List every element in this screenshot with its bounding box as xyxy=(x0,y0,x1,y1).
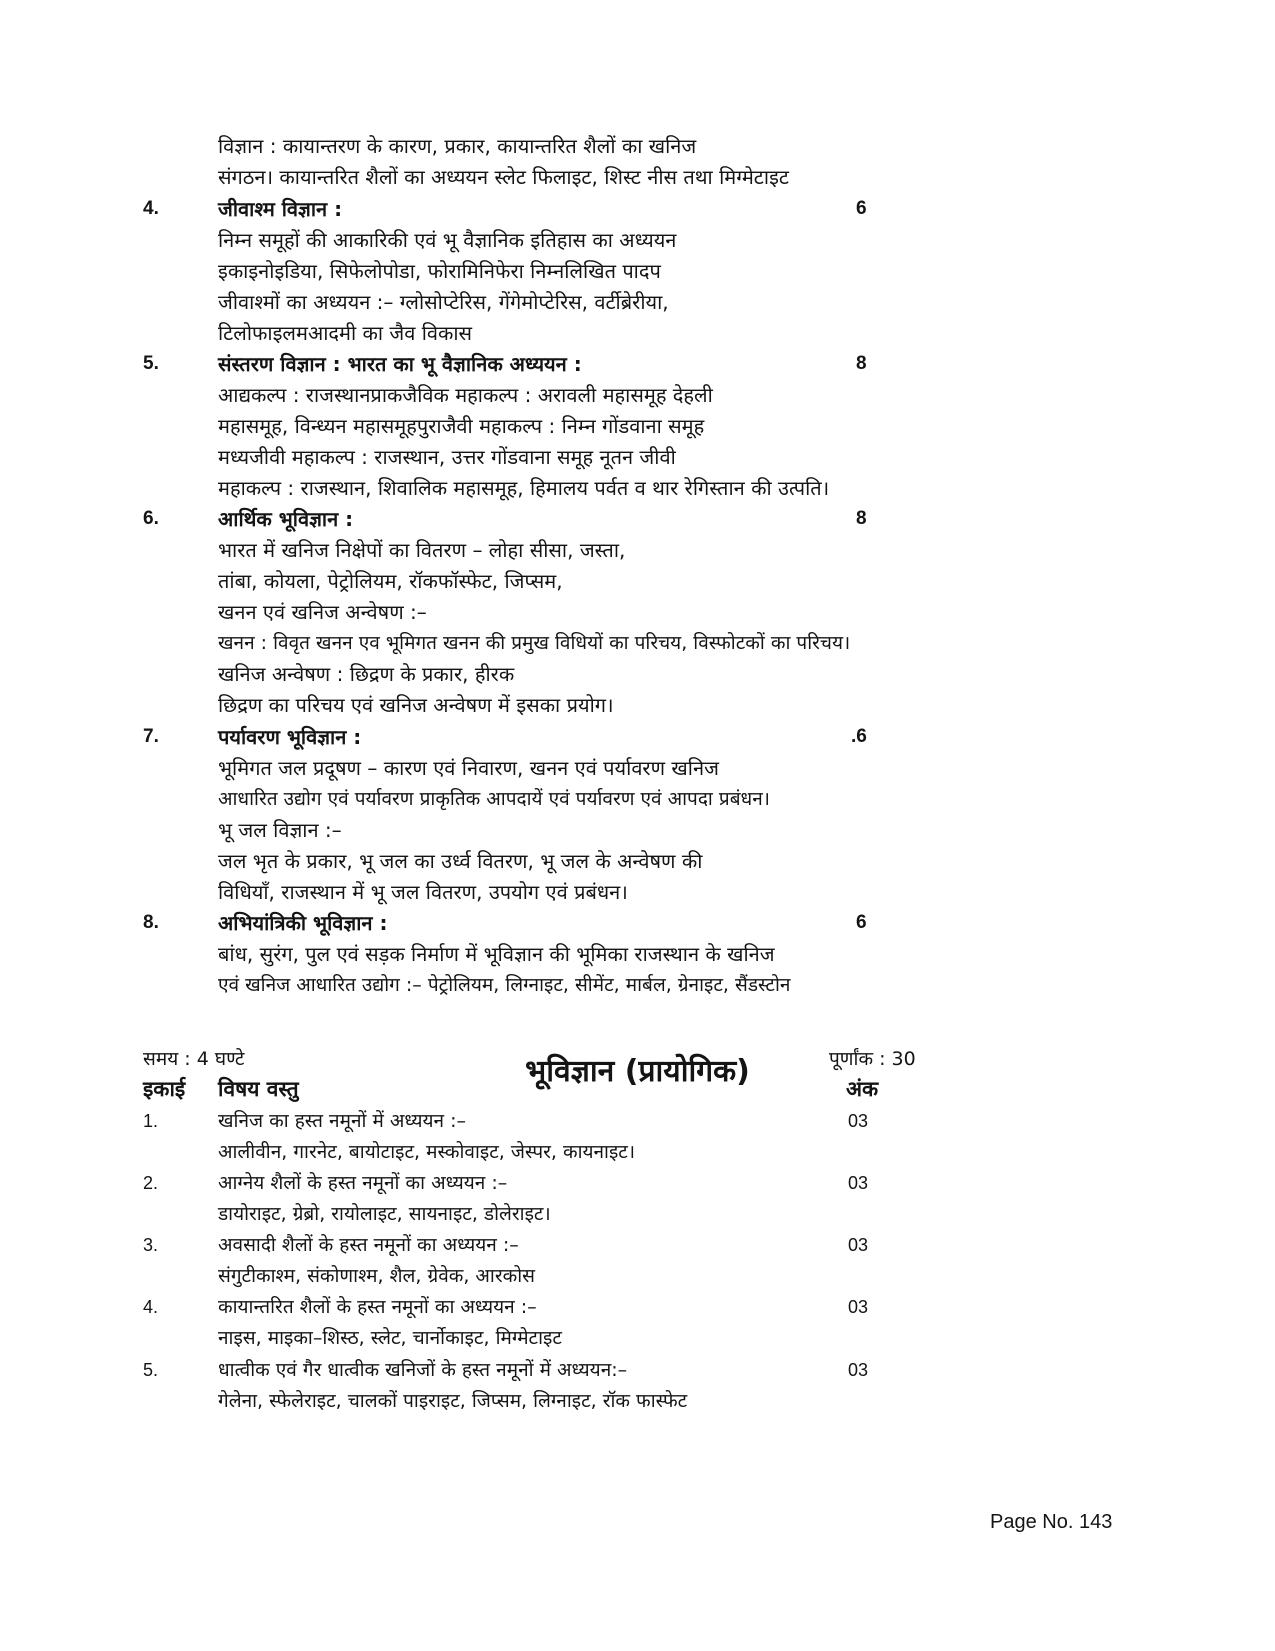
practical-row-title: कायान्तरित शैलों के हस्त नमूनों का अध्ययन :– xyxy=(218,1296,537,1318)
max-marks: पूर्णांक : 30 xyxy=(829,1048,916,1070)
practical-row-number: 3. xyxy=(143,1235,159,1255)
unit-number: 4. xyxy=(143,198,159,219)
unit-marks: .6 xyxy=(851,726,867,747)
unit-line: छिद्रण का परिचय एवं खनिज अन्वेषण में इसका प्रयोग। xyxy=(218,693,614,717)
practical-row-detail: आलीवीन, गारनेट, बायोटाइट, मस्कोवाइट, जेस्पर, कायनाइट। xyxy=(218,1141,636,1163)
unit-line: जल भृत के प्रकार, भू जल का उर्ध्व वितरण, भू जल के अन्वेषण की xyxy=(218,849,703,873)
unit-marks: 8 xyxy=(856,508,867,529)
practical-row-number: 4. xyxy=(143,1297,159,1317)
practical-row-marks: 03 xyxy=(848,1173,869,1193)
practical-row-title: धात्वीक एवं गैर धात्वीक खनिजों के हस्त नमूनों में अध्ययन:– xyxy=(218,1359,628,1381)
unit-marks: 8 xyxy=(856,353,867,374)
unit-title: पर्यावरण भूविज्ञान : xyxy=(218,725,362,749)
unit-line: बांध, सुरंग, पुल एवं सड़क निर्माण में भूविज्ञान की भूमिका राजस्थान के खनिज xyxy=(218,942,775,966)
practical-row-marks: 03 xyxy=(848,1235,869,1255)
practical-row-detail: संगुटीकाश्म, संकोणाश्म, शैल, ग्रेवेक, आरकोस xyxy=(218,1265,535,1287)
practical-row-detail: डायोराइट, ग्रेब्रो, रायोलाइट, सायनाइट, डोलेराइट। xyxy=(218,1203,551,1225)
header-unit: इकाई xyxy=(143,1077,186,1101)
practical-row-detail: नाइस, माइका–शिस्ठ, स्लेट, चार्नोकाइट, मिग्मेटाइट xyxy=(218,1327,562,1349)
unit-line: भू जल विज्ञान :– xyxy=(218,818,342,842)
header-marks: अंक xyxy=(846,1077,879,1101)
unit-line: तांबा, कोयला, पेट्रोलियम, रॉकफॉस्फेट, जिप्सम, xyxy=(218,569,563,593)
unit-marks: 6 xyxy=(856,912,867,933)
unit-line: इकाइनोइडिया, सिफेलोपोडा, फोरामिनिफेरा निम्नलिखित पादप xyxy=(218,259,661,283)
unit-title: आर्थिक भूविज्ञान : xyxy=(218,507,354,531)
practical-row-marks: 03 xyxy=(848,1360,869,1380)
practical-row-detail: गेलेना, स्फेलेराइट, चालकों पाइराइट, जिप्सम, लिग्नाइट, रॉक फास्फेट xyxy=(218,1390,688,1412)
unit-line: एवं खनिज आधारित उद्योग :– पेट्रोलियम, लिग्नाइट, सीमेंट, मार्बल, ग्रेनाइट, सैंडस्टोन xyxy=(218,974,791,996)
unit-number: 8. xyxy=(143,912,159,933)
practical-row-title: आग्नेय शैलों के हस्त नमूनों का अध्ययन :– xyxy=(218,1172,508,1194)
unit-line: मध्यजीवी महाकल्प : राजस्थान, उत्तर गोंडवाना समूह नूतन जीवी xyxy=(218,445,676,469)
unit-line: टिलोफाइलमआदमी का जैव विकास xyxy=(218,321,473,345)
unit-marks: 6 xyxy=(856,198,867,219)
practical-row-title: अवसादी शैलों के हस्त नमूनों का अध्ययन :– xyxy=(218,1234,519,1256)
unit-line: विधियाँ, राजस्थान में भू जल वितरण, उपयोग एवं प्रबंधन। xyxy=(218,880,628,904)
unit-title: संस्तरण विज्ञान : भारत का भू वैज्ञानिक अध्ययन : xyxy=(218,352,582,376)
unit-line: भारत में खनिज निक्षेपों का वितरण – लोहा सीसा, जस्ता, xyxy=(218,538,626,562)
unit-line: जीवाश्मों का अध्ययन :– ग्लोसोप्टेरिस, गेंगेमोप्टेरिस, वर्टीब्रेरीया, xyxy=(218,290,669,314)
unit-line: खनन एवं खनिज अन्वेषण :– xyxy=(218,600,427,624)
unit-line: आद्यकल्प : राजस्थानप्राकजैविक महाकल्प : अरावली महासमूह देहली xyxy=(218,383,713,407)
unit-line: आधारित उद्योग एवं पर्यावरण प्राकृतिक आपदायें एवं पर्यावरण एवं आपदा प्रबंधन। xyxy=(218,788,770,810)
unit-number: 5. xyxy=(143,353,159,374)
unit-line: खनिज अन्वेषण : छिद्रण के प्रकार, हीरक xyxy=(218,662,515,686)
intro-line: विज्ञान : कायान्तरण के कारण, प्रकार, कायान्तरित शैलों का खनिज xyxy=(218,134,697,158)
unit-line: भूमिगत जल प्रदूषण – कारण एवं निवारण, खनन एवं पर्यावरण खनिज xyxy=(218,756,719,780)
practical-row-title: खनिज का हस्त नमूनों में अध्ययन :– xyxy=(218,1110,467,1132)
unit-number: 7. xyxy=(143,726,159,747)
unit-title: जीवाश्म विज्ञान : xyxy=(218,197,343,221)
unit-line: महाकल्प : राजस्थान, शिवालिक महासमूह, हिमालय पर्वत व थार रेगिस्तान की उत्पति। xyxy=(218,476,830,500)
unit-number: 6. xyxy=(143,508,159,529)
practical-row-marks: 03 xyxy=(848,1297,869,1317)
practical-title: भूविज्ञान (प्रायोगिक) xyxy=(525,1054,750,1089)
header-subject: विषय वस्तु xyxy=(218,1077,299,1101)
unit-title: अभियांत्रिकी भूविज्ञान : xyxy=(218,911,388,935)
unit-line: महासमूह, विन्ध्यन महासमूहपुराजैवी महाकल्प : निम्न गोंडवाना समूह xyxy=(218,414,705,438)
practical-row-marks: 03 xyxy=(848,1111,869,1131)
unit-line: निम्न समूहों की आकारिकी एवं भू वैज्ञानिक इतिहास का अध्ययन xyxy=(218,228,677,252)
unit-line: खनन : विवृत खनन एव भूमिगत खनन की प्रमुख विधियों का परिचय, विस्फोटकों का परिचय। xyxy=(218,632,851,654)
exam-time: समय : 4 घण्टे xyxy=(143,1048,245,1070)
intro-line: संगठन। कायान्तरित शैलों का अध्ययन स्लेट फिलाइट, शिस्ट नीस तथा मिग्मेटाइट xyxy=(218,165,789,189)
practical-row-number: 5. xyxy=(143,1360,159,1380)
page-number: Page No. 143 xyxy=(990,1511,1113,1533)
practical-row-number: 1. xyxy=(143,1111,159,1131)
practical-row-number: 2. xyxy=(143,1173,159,1193)
